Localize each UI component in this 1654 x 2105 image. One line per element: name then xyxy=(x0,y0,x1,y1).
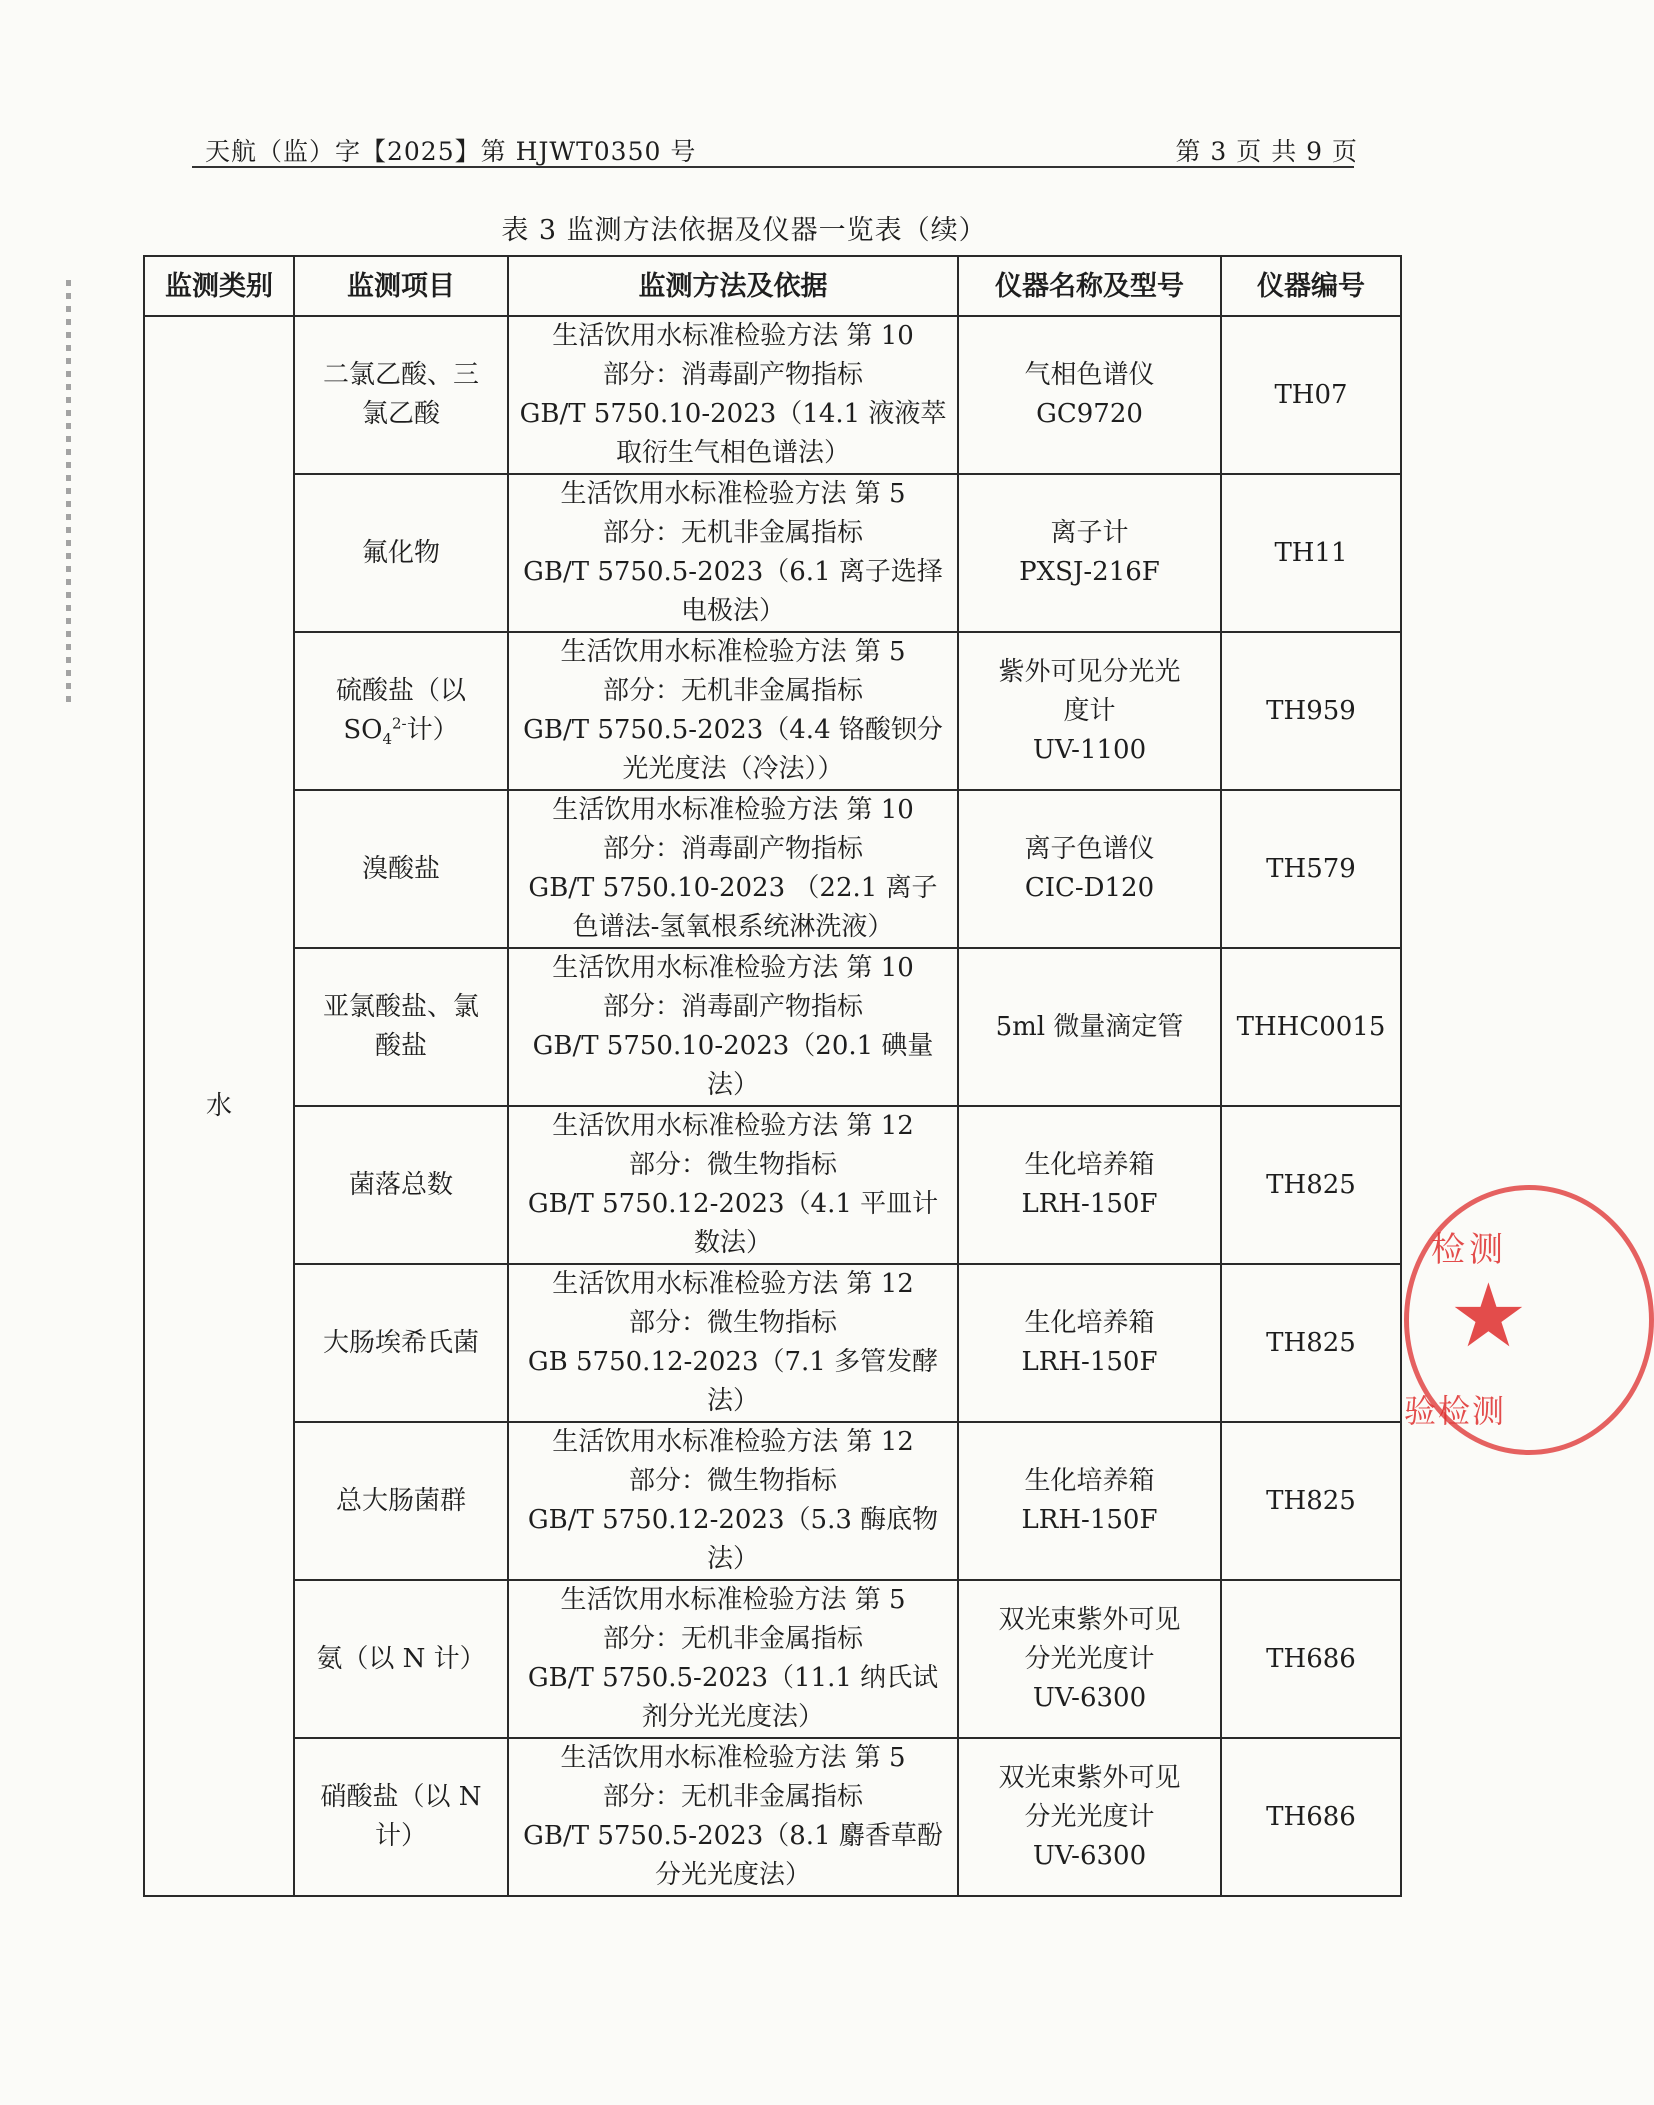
method-line: 生活饮用水标准检验方法 第 5 xyxy=(560,479,906,509)
item-line: 菌落总数 xyxy=(348,1169,453,1200)
method-line: 部分：无机非金属指标 xyxy=(602,676,863,706)
item-cell xyxy=(294,1264,508,1422)
method-line: 法） xyxy=(706,1070,759,1100)
instrument-id-cell: THHC0015 xyxy=(1221,948,1401,1106)
method-line: 生活饮用水标准检验方法 第 10 xyxy=(552,321,914,351)
instrument-line: LRH-150F xyxy=(1021,1347,1158,1377)
method-cell xyxy=(508,474,958,632)
official-seal xyxy=(1404,1185,1654,1455)
method-line: 部分：消毒副产物指标 xyxy=(602,834,863,864)
item-line: 溴酸盐 xyxy=(361,853,440,884)
item-subscript: 4 xyxy=(382,730,393,749)
method-line: 部分：无机非金属指标 xyxy=(602,518,863,548)
instrument-cell xyxy=(958,1738,1221,1896)
item-cell xyxy=(294,1580,508,1738)
item-line: 计） xyxy=(374,1821,427,1851)
item-line: 总大肠菌群 xyxy=(335,1485,466,1516)
col-header-method: 监测方法及依据 xyxy=(508,256,958,316)
instrument-id-cell: TH579 xyxy=(1221,790,1401,948)
method-line: 电极法） xyxy=(680,596,785,626)
instrument-line: LRH-150F xyxy=(1021,1189,1158,1219)
item-cell xyxy=(294,948,508,1106)
item-cell xyxy=(294,474,508,632)
table-caption: 表 3 监测方法依据及仪器一览表（续） xyxy=(501,215,987,246)
seal-text-bottom: 验检测 xyxy=(1404,1392,1507,1430)
table-row xyxy=(144,474,1401,632)
instrument-line: 度计 xyxy=(1063,695,1116,726)
item-cell xyxy=(294,790,508,948)
table-row xyxy=(144,1422,1401,1580)
table-header-row xyxy=(144,256,1401,316)
item-line: 酸盐 xyxy=(374,1031,427,1061)
method-cell xyxy=(508,1738,958,1896)
instrument-line: 生化培养箱 xyxy=(1024,1150,1155,1180)
method-line: 生活饮用水标准检验方法 第 5 xyxy=(560,637,906,667)
instrument-line: 双光束紫外可见 xyxy=(998,1762,1181,1793)
method-line: 剂分光光度法） xyxy=(641,1702,824,1732)
method-line: 法） xyxy=(706,1544,759,1574)
method-line: 部分：消毒副产物指标 xyxy=(602,992,863,1022)
method-line: 生活饮用水标准检验方法 第 5 xyxy=(560,1743,906,1773)
item-cell xyxy=(294,632,508,790)
table-row xyxy=(144,1106,1401,1264)
table-row xyxy=(144,790,1401,948)
instrument-id-cell: TH07 xyxy=(1221,316,1401,474)
method-line: 光光度法（冷法）） xyxy=(622,754,844,784)
category-cell: 水 xyxy=(144,316,294,1896)
methods-table xyxy=(143,255,1402,1897)
method-line: 色谱法-氢氧根系统淋洗液） xyxy=(572,912,894,942)
table-row xyxy=(144,948,1401,1106)
instrument-line: UV-6300 xyxy=(1032,1682,1147,1713)
table-row xyxy=(144,1264,1401,1422)
instrument-line: UV-6300 xyxy=(1032,1840,1147,1871)
col-header-item: 监测项目 xyxy=(294,256,508,316)
item-line: 二氯乙酸、三 xyxy=(322,360,479,390)
instrument-line: 气相色谱仪 xyxy=(1024,360,1155,390)
table-row xyxy=(144,1580,1401,1738)
instrument-cell xyxy=(958,1106,1221,1264)
item-formula: SO xyxy=(343,715,383,745)
item-suffix: 计） xyxy=(406,715,459,745)
method-line: 生活饮用水标准检验方法 第 10 xyxy=(552,795,914,825)
method-cell xyxy=(508,1580,958,1738)
seal-text-top: 检测 xyxy=(1431,1230,1507,1270)
instrument-line: CIC-D120 xyxy=(1024,873,1155,903)
col-header-instrument: 仪器名称及型号 xyxy=(958,256,1221,316)
instrument-id-cell: TH825 xyxy=(1221,1422,1401,1580)
instrument-line: GC9720 xyxy=(1036,399,1143,429)
method-line: GB/T 5750.5-2023（4.4 铬酸钡分 xyxy=(523,715,943,745)
instrument-cell xyxy=(958,1264,1221,1422)
instrument-line: 离子计 xyxy=(1050,518,1129,548)
item-cell xyxy=(294,1738,508,1896)
instrument-line: 分光光度计 xyxy=(1024,1801,1155,1832)
method-line: 分光光度法） xyxy=(654,1860,811,1890)
instrument-line: PXSJ-216F xyxy=(1019,557,1160,587)
item-line: 氟化物 xyxy=(361,537,440,568)
instrument-line: 5ml 微量滴定管 xyxy=(995,1011,1184,1042)
instrument-line: 紫外可见分光光 xyxy=(998,656,1181,687)
instrument-id-cell: TH959 xyxy=(1221,632,1401,790)
instrument-cell xyxy=(958,474,1221,632)
method-line: 部分：无机非金属指标 xyxy=(602,1624,863,1654)
item-line: 大肠埃希氏菌 xyxy=(322,1327,479,1358)
method-cell xyxy=(508,1422,958,1580)
instrument-line: 双光束紫外可见 xyxy=(998,1604,1181,1635)
method-line: 部分：微生物指标 xyxy=(628,1150,837,1180)
method-cell xyxy=(508,1106,958,1264)
instrument-id-cell: TH825 xyxy=(1221,1106,1401,1264)
instrument-id-cell: TH686 xyxy=(1221,1738,1401,1896)
instrument-cell xyxy=(958,632,1221,790)
method-line: 部分：微生物指标 xyxy=(628,1308,837,1338)
instrument-id-cell: TH686 xyxy=(1221,1580,1401,1738)
item-line: 氯乙酸 xyxy=(361,399,440,429)
item-line: 氨（以 N 计） xyxy=(316,1643,486,1674)
method-line: 部分：消毒副产物指标 xyxy=(602,360,863,390)
method-line: 取衍生气相色谱法） xyxy=(615,438,850,468)
method-line: 生活饮用水标准检验方法 第 12 xyxy=(552,1111,914,1141)
method-line: 数法） xyxy=(693,1228,772,1258)
method-line: GB/T 5750.10-2023 （22.1 离子 xyxy=(528,873,938,903)
method-line: GB/T 5750.12-2023（5.3 酶底物 xyxy=(527,1505,939,1535)
method-line: 生活饮用水标准检验方法 第 5 xyxy=(560,1585,906,1615)
item-cell xyxy=(294,316,508,474)
item-line: 硝酸盐（以 N xyxy=(320,1782,482,1812)
instrument-id-cell: TH11 xyxy=(1221,474,1401,632)
instrument-cell xyxy=(958,790,1221,948)
table-row xyxy=(144,1738,1401,1896)
method-line: GB/T 5750.12-2023（4.1 平皿计 xyxy=(527,1189,939,1219)
item-line: 硫酸盐（以 xyxy=(335,676,466,706)
instrument-cell xyxy=(958,1422,1221,1580)
instrument-cell xyxy=(958,948,1221,1106)
method-line: 生活饮用水标准检验方法 第 10 xyxy=(552,953,914,983)
method-cell xyxy=(508,632,958,790)
method-line: 法） xyxy=(706,1386,759,1416)
method-line: GB/T 5750.10-2023（14.1 液液萃 xyxy=(519,399,947,429)
item-cell xyxy=(294,1106,508,1264)
instrument-cell xyxy=(958,1580,1221,1738)
binding-margin-marks xyxy=(60,280,76,690)
method-line: 部分：无机非金属指标 xyxy=(602,1782,863,1812)
method-line: GB/T 5750.5-2023（8.1 麝香草酚 xyxy=(523,1821,943,1851)
item-line xyxy=(303,711,499,750)
instrument-line: UV-1100 xyxy=(1032,734,1147,765)
method-line: GB/T 5750.10-2023（20.1 碘量 xyxy=(532,1031,934,1061)
instrument-line: 分光光度计 xyxy=(1024,1643,1155,1674)
table-row xyxy=(144,632,1401,790)
instrument-line: 离子色谱仪 xyxy=(1024,834,1155,864)
table-row xyxy=(144,316,1401,474)
page-indicator: 第 3 页 共 9 页 xyxy=(1175,137,1358,166)
report-number: 天航（监）字【2025】第 HJWT0350 号 xyxy=(205,137,697,166)
item-superscript: 2- xyxy=(392,714,407,733)
instrument-line: 生化培养箱 xyxy=(1024,1308,1155,1338)
method-cell xyxy=(508,948,958,1106)
header-rule xyxy=(192,166,1354,168)
seal-star-icon: ★ xyxy=(1449,1264,1528,1367)
item-cell xyxy=(294,1422,508,1580)
method-line: GB 5750.12-2023（7.1 多管发酵 xyxy=(527,1347,939,1377)
instrument-id-cell: TH825 xyxy=(1221,1264,1401,1422)
method-line: GB/T 5750.5-2023（6.1 离子选择 xyxy=(523,557,943,587)
method-cell xyxy=(508,316,958,474)
method-cell xyxy=(508,790,958,948)
instrument-cell xyxy=(958,316,1221,474)
method-line: 生活饮用水标准检验方法 第 12 xyxy=(552,1427,914,1457)
method-line: 部分：微生物指标 xyxy=(628,1466,837,1496)
method-cell xyxy=(508,1264,958,1422)
method-line: GB/T 5750.5-2023（11.1 纳氏试 xyxy=(527,1663,939,1693)
item-line: 亚氯酸盐、氯 xyxy=(322,992,479,1022)
method-line: 生活饮用水标准检验方法 第 12 xyxy=(552,1269,914,1299)
instrument-line: 生化培养箱 xyxy=(1024,1466,1155,1496)
col-header-instrument-id: 仪器编号 xyxy=(1221,256,1401,316)
instrument-line: LRH-150F xyxy=(1021,1505,1158,1535)
col-header-category: 监测类别 xyxy=(144,256,294,316)
